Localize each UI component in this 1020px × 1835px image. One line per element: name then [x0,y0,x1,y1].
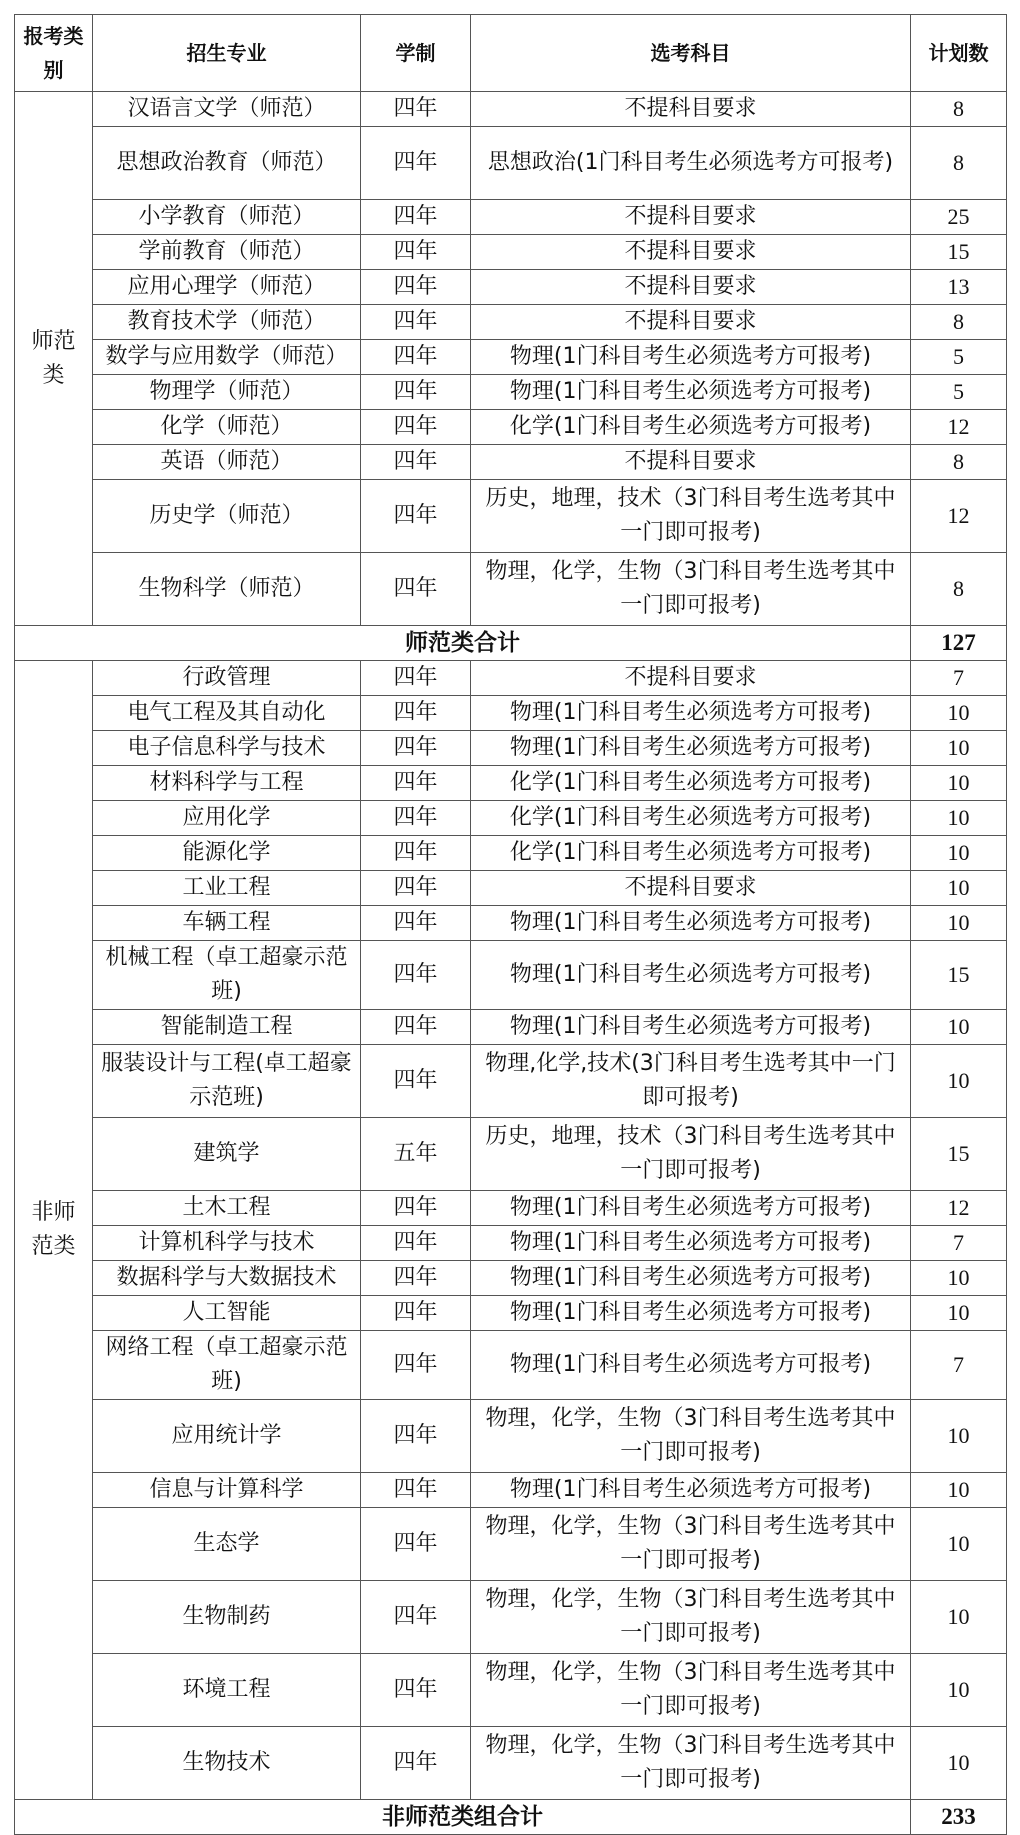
plan-cell: 8 [911,553,1007,626]
plan-cell: 10 [911,1400,1007,1473]
subjects-cell: 不提科目要求 [471,661,911,696]
duration-cell: 四年 [361,235,471,270]
major-cell: 智能制造工程 [93,1010,361,1045]
subtotal-row [15,1800,1007,1835]
duration-cell: 四年 [361,696,471,731]
duration-cell: 四年 [361,92,471,127]
table-row [15,1010,1007,1045]
major-cell: 生物技术 [93,1727,361,1800]
major-cell: 环境工程 [93,1654,361,1727]
plan-cell: 10 [911,1296,1007,1331]
subjects-cell: 物理(1门科目考生必须选考方可报考) [471,1296,911,1331]
major-cell: 机械工程（卓工超豪示范班) [93,941,361,1010]
table-row [15,871,1007,906]
table-row [15,445,1007,480]
duration-cell: 四年 [361,906,471,941]
table-row [15,375,1007,410]
plan-cell: 7 [911,1331,1007,1400]
duration-cell: 四年 [361,445,471,480]
subjects-cell: 物理，化学，生物（3门科目考生选考其中一门即可报考) [471,1508,911,1581]
category-cell: 师范类 [15,92,93,626]
header-duration: 学制 [361,15,471,92]
header-major: 招生专业 [93,15,361,92]
plan-cell: 10 [911,1727,1007,1800]
plan-cell: 5 [911,340,1007,375]
subtotal-row [15,626,1007,661]
header-subjects: 选考科目 [471,15,911,92]
plan-cell: 10 [911,1581,1007,1654]
plan-cell: 15 [911,941,1007,1010]
major-cell: 教育技术学（师范） [93,305,361,340]
subjects-cell: 物理(1门科目考生必须选考方可报考) [471,1010,911,1045]
plan-cell: 8 [911,445,1007,480]
subjects-cell: 物理(1门科目考生必须选考方可报考) [471,340,911,375]
table-header-row [15,15,1007,92]
subjects-cell: 化学(1门科目考生必须选考方可报考) [471,410,911,445]
table-row [15,1654,1007,1727]
subjects-cell: 物理，化学，生物（3门科目考生选考其中一门即可报考) [471,1727,911,1800]
subtotal-label: 非师范类组合计 [15,1800,911,1835]
subjects-cell: 物理，化学，生物（3门科目考生选考其中一门即可报考) [471,1400,911,1473]
plan-cell: 12 [911,410,1007,445]
major-cell: 材料科学与工程 [93,766,361,801]
duration-cell: 四年 [361,305,471,340]
major-cell: 英语（师范） [93,445,361,480]
duration-cell: 四年 [361,836,471,871]
header-category: 报考类别 [15,15,93,92]
table-row [15,696,1007,731]
table-row [15,1118,1007,1191]
table-row [15,410,1007,445]
duration-cell: 四年 [361,200,471,235]
subjects-cell: 物理(1门科目考生必须选考方可报考) [471,696,911,731]
duration-cell: 四年 [361,941,471,1010]
major-cell: 化学（师范） [93,410,361,445]
plan-cell: 10 [911,906,1007,941]
table-row [15,1331,1007,1400]
subjects-cell: 物理，化学，生物（3门科目考生选考其中一门即可报考) [471,553,911,626]
subjects-cell: 不提科目要求 [471,92,911,127]
duration-cell: 四年 [361,410,471,445]
plan-cell: 10 [911,696,1007,731]
table-row [15,1473,1007,1508]
table-row [15,553,1007,626]
subjects-cell: 历史，地理，技术（3门科目考生选考其中一门即可报考) [471,1118,911,1191]
table-row [15,1191,1007,1226]
duration-cell: 四年 [361,1581,471,1654]
plan-cell: 10 [911,766,1007,801]
major-cell: 物理学（师范） [93,375,361,410]
subjects-cell: 不提科目要求 [471,445,911,480]
major-cell: 汉语言文学（师范） [93,92,361,127]
major-cell: 电子信息科学与技术 [93,731,361,766]
duration-cell: 四年 [361,731,471,766]
plan-cell: 10 [911,871,1007,906]
major-cell: 建筑学 [93,1118,361,1191]
header-plan: 计划数 [911,15,1007,92]
subjects-cell: 物理，化学，生物（3门科目考生选考其中一门即可报考) [471,1581,911,1654]
subjects-cell: 思想政治(1门科目考生必须选考方可报考) [471,127,911,200]
duration-cell: 四年 [361,1473,471,1508]
major-cell: 服装设计与工程(卓工超豪示范班) [93,1045,361,1118]
major-cell: 数学与应用数学（师范） [93,340,361,375]
subjects-cell: 不提科目要求 [471,305,911,340]
plan-cell: 5 [911,375,1007,410]
table-row [15,1508,1007,1581]
major-cell: 历史学（师范） [93,480,361,553]
subjects-cell: 物理(1门科目考生必须选考方可报考) [471,906,911,941]
enrollment-plan-table [14,14,1007,1835]
table-row [15,1581,1007,1654]
duration-cell: 四年 [361,1226,471,1261]
table-row [15,92,1007,127]
duration-cell: 四年 [361,801,471,836]
subjects-cell: 物理，化学，生物（3门科目考生选考其中一门即可报考) [471,1654,911,1727]
table-row [15,200,1007,235]
subjects-cell: 物理(1门科目考生必须选考方可报考) [471,375,911,410]
subjects-cell: 不提科目要求 [471,871,911,906]
table-row [15,127,1007,200]
subjects-cell: 不提科目要求 [471,270,911,305]
duration-cell: 四年 [361,480,471,553]
plan-cell: 10 [911,1010,1007,1045]
plan-cell: 12 [911,480,1007,553]
subjects-cell: 历史，地理，技术（3门科目考生选考其中一门即可报考) [471,480,911,553]
plan-cell: 10 [911,1473,1007,1508]
duration-cell: 四年 [361,1191,471,1226]
subjects-cell: 物理(1门科目考生必须选考方可报考) [471,1226,911,1261]
subjects-cell: 物理(1门科目考生必须选考方可报考) [471,1191,911,1226]
major-cell: 行政管理 [93,661,361,696]
duration-cell: 四年 [361,661,471,696]
major-cell: 车辆工程 [93,906,361,941]
table-row [15,801,1007,836]
duration-cell: 五年 [361,1118,471,1191]
table-row [15,731,1007,766]
major-cell: 电气工程及其自动化 [93,696,361,731]
table-row [15,270,1007,305]
major-cell: 应用化学 [93,801,361,836]
major-cell: 应用心理学（师范） [93,270,361,305]
subjects-cell: 化学(1门科目考生必须选考方可报考) [471,766,911,801]
duration-cell: 四年 [361,340,471,375]
plan-cell: 8 [911,305,1007,340]
subjects-cell: 不提科目要求 [471,200,911,235]
subjects-cell: 物理(1门科目考生必须选考方可报考) [471,1331,911,1400]
subjects-cell: 物理(1门科目考生必须选考方可报考) [471,1261,911,1296]
table-row [15,1727,1007,1800]
subjects-cell: 不提科目要求 [471,235,911,270]
subjects-cell: 物理(1门科目考生必须选考方可报考) [471,941,911,1010]
major-cell: 小学教育（师范） [93,200,361,235]
subtotal-value: 233 [911,1800,1007,1835]
table-row [15,661,1007,696]
plan-cell: 10 [911,1045,1007,1118]
table-row [15,941,1007,1010]
subjects-cell: 化学(1门科目考生必须选考方可报考) [471,836,911,871]
table-row [15,766,1007,801]
subjects-cell: 物理(1门科目考生必须选考方可报考) [471,731,911,766]
duration-cell: 四年 [361,1261,471,1296]
table-row [15,480,1007,553]
duration-cell: 四年 [361,375,471,410]
duration-cell: 四年 [361,1654,471,1727]
major-cell: 人工智能 [93,1296,361,1331]
major-cell: 学前教育（师范） [93,235,361,270]
duration-cell: 四年 [361,871,471,906]
major-cell: 数据科学与大数据技术 [93,1261,361,1296]
duration-cell: 四年 [361,1331,471,1400]
plan-cell: 10 [911,1508,1007,1581]
plan-cell: 7 [911,1226,1007,1261]
table-row [15,1296,1007,1331]
plan-cell: 12 [911,1191,1007,1226]
major-cell: 网络工程（卓工超豪示范班) [93,1331,361,1400]
table-row [15,235,1007,270]
table-row [15,906,1007,941]
duration-cell: 四年 [361,1010,471,1045]
duration-cell: 四年 [361,1508,471,1581]
major-cell: 思想政治教育（师范） [93,127,361,200]
major-cell: 工业工程 [93,871,361,906]
table-row [15,340,1007,375]
subtotal-value: 127 [911,626,1007,661]
major-cell: 计算机科学与技术 [93,1226,361,1261]
subjects-cell: 物理,化学,技术(3门科目考生选考其中一门即可报考) [471,1045,911,1118]
table-row [15,1045,1007,1118]
duration-cell: 四年 [361,1296,471,1331]
major-cell: 土木工程 [93,1191,361,1226]
table-row [15,1400,1007,1473]
plan-cell: 10 [911,731,1007,766]
major-cell: 生态学 [93,1508,361,1581]
duration-cell: 四年 [361,1045,471,1118]
plan-cell: 8 [911,127,1007,200]
plan-cell: 25 [911,200,1007,235]
plan-cell: 10 [911,801,1007,836]
duration-cell: 四年 [361,766,471,801]
plan-cell: 10 [911,1654,1007,1727]
table-row [15,1226,1007,1261]
plan-cell: 8 [911,92,1007,127]
duration-cell: 四年 [361,1727,471,1800]
duration-cell: 四年 [361,1400,471,1473]
plan-cell: 15 [911,1118,1007,1191]
major-cell: 能源化学 [93,836,361,871]
duration-cell: 四年 [361,127,471,200]
plan-cell: 13 [911,270,1007,305]
category-cell: 非师范类 [15,661,93,1800]
major-cell: 应用统计学 [93,1400,361,1473]
major-cell: 信息与计算科学 [93,1473,361,1508]
plan-cell: 7 [911,661,1007,696]
major-cell: 生物科学（师范） [93,553,361,626]
duration-cell: 四年 [361,553,471,626]
table-row [15,836,1007,871]
subjects-cell: 化学(1门科目考生必须选考方可报考) [471,801,911,836]
plan-cell: 10 [911,836,1007,871]
duration-cell: 四年 [361,270,471,305]
plan-cell: 15 [911,235,1007,270]
subtotal-label: 师范类合计 [15,626,911,661]
table-row [15,1261,1007,1296]
major-cell: 生物制药 [93,1581,361,1654]
table-row [15,305,1007,340]
plan-cell: 10 [911,1261,1007,1296]
subjects-cell: 物理(1门科目考生必须选考方可报考) [471,1473,911,1508]
